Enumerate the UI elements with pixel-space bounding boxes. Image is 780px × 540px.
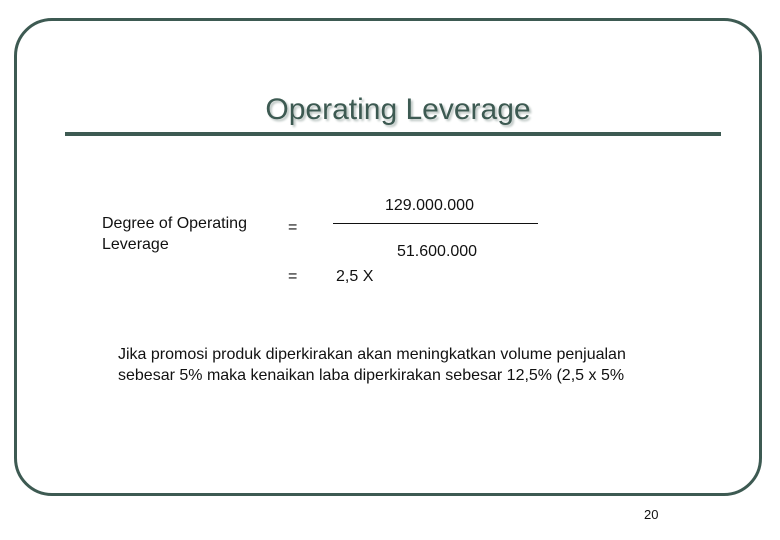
equals-sign-2: = xyxy=(288,268,298,285)
slide-frame xyxy=(14,18,762,496)
slide-title: Operating Leverage xyxy=(265,93,531,126)
dol-label: Degree of Operating Leverage xyxy=(102,215,247,253)
dol-result: 2,5 X xyxy=(336,268,374,285)
explanation-note: Jika promosi produk diperkirakan akan meningkatkan volume penjualan sebesar 5% maka kenaikan laba diperkirakan sebesar 12,5% (2,5 x 5% xyxy=(118,346,626,384)
fraction-denominator: 51.600.000 xyxy=(397,243,478,260)
fraction-line xyxy=(333,223,538,224)
title-underline xyxy=(65,132,721,136)
page-number: 20 xyxy=(644,507,659,522)
equals-sign-1: = xyxy=(288,219,298,236)
fraction-numerator: 129.000.000 xyxy=(385,197,474,214)
